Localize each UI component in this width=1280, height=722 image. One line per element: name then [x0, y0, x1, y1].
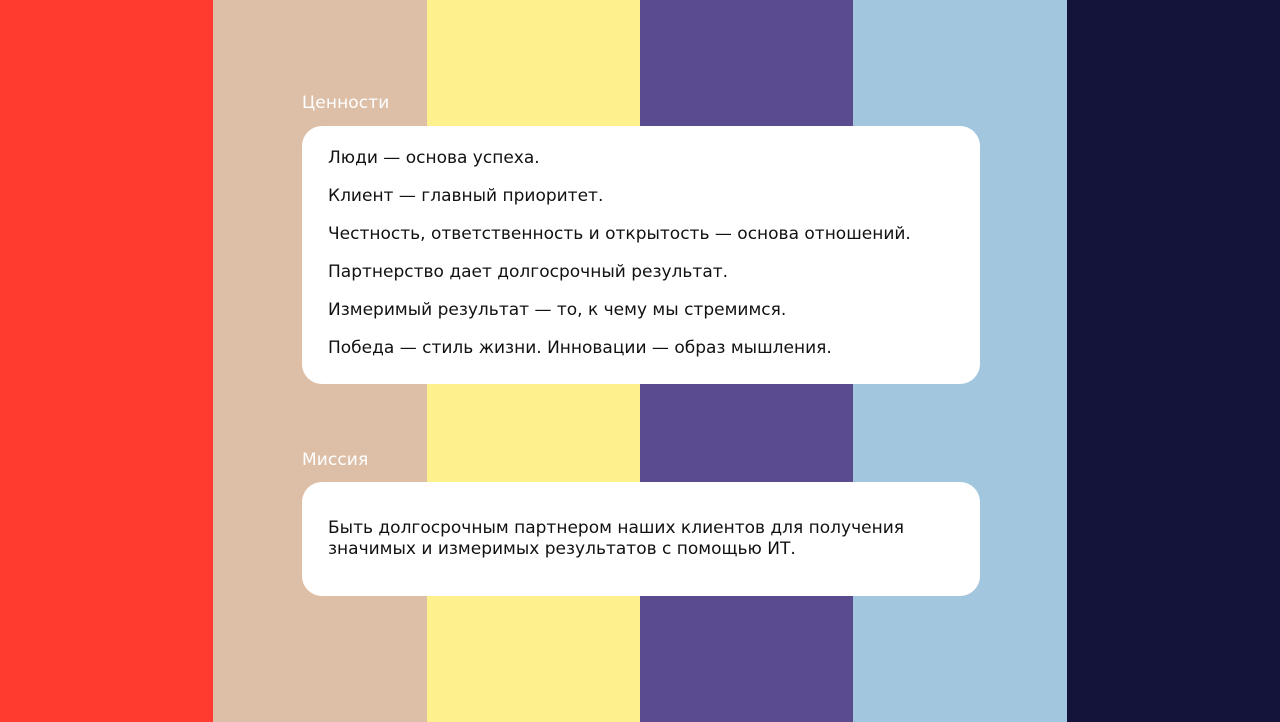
value-item: Клиент — главный приоритет.: [328, 186, 604, 206]
mission-card: [302, 482, 980, 596]
value-item: Честность, ответственность и открытость — основа отношений.: [328, 224, 911, 244]
mission-heading: Миссия: [302, 450, 369, 470]
value-item: Люди — основа успеха.: [328, 148, 540, 168]
stripe-red: [0, 0, 213, 722]
values-heading: Ценности: [302, 93, 390, 113]
value-item: Победа — стиль жизни. Инновации — образ мышления.: [328, 338, 832, 358]
stripe-navy: [1067, 0, 1280, 722]
value-item: Партнерство дает долгосрочный результат.: [328, 262, 729, 282]
value-item: Измеримый результат — то, к чему мы стремимся.: [328, 300, 787, 320]
values-card: [302, 126, 980, 384]
mission-text: Быть долгосрочным партнером наших клиентов для получения значимых и измеримых результатов с помощью ИТ.: [328, 518, 904, 559]
